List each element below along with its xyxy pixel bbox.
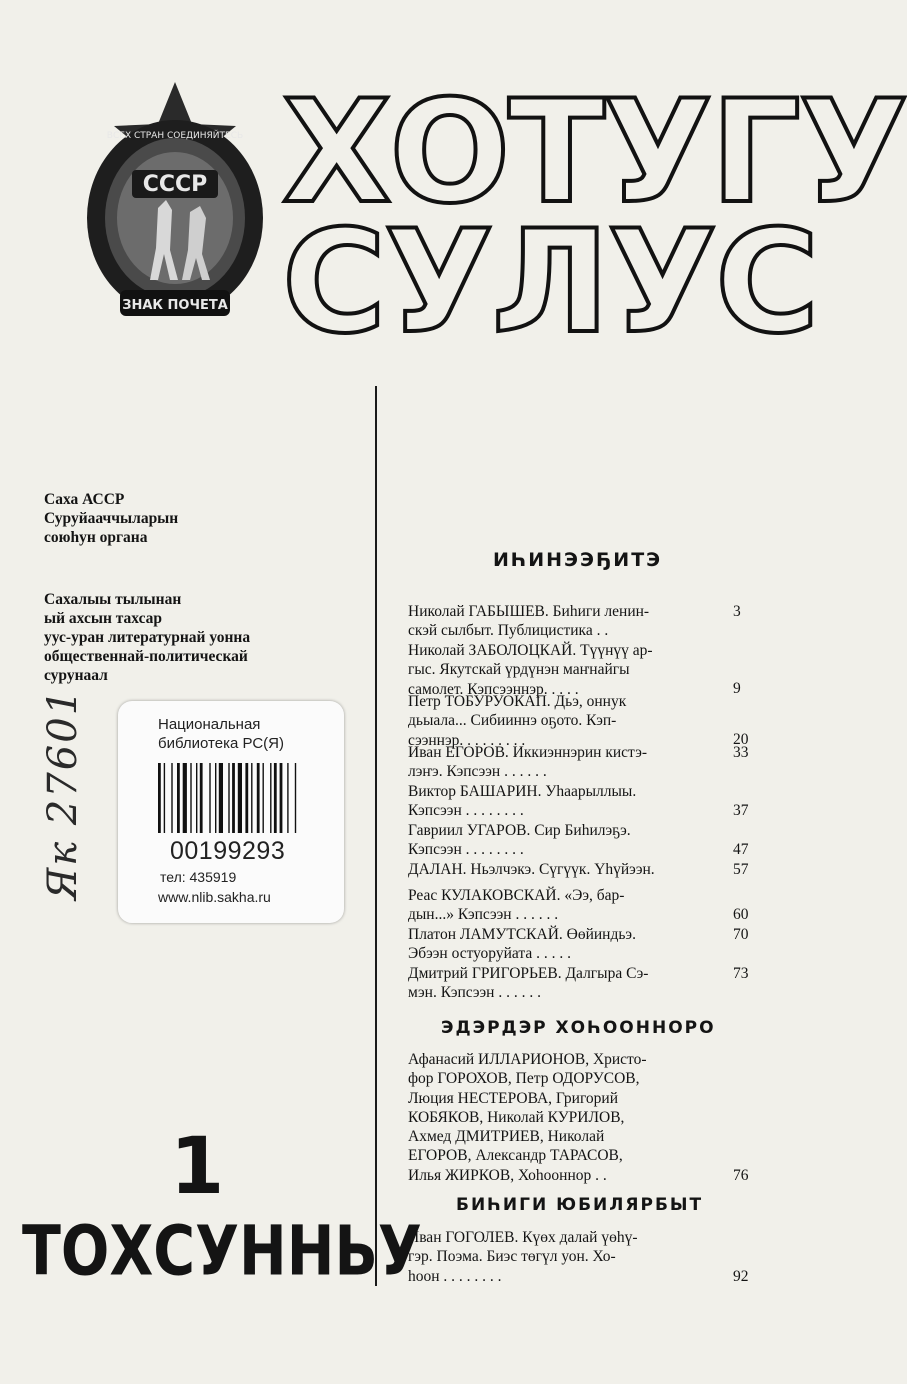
entry-line: Ахмед ДМИТРИЕВ, Николай xyxy=(408,1128,605,1146)
contents-entry xyxy=(408,964,726,1003)
entry-line: КОБЯКОВ, Николай КУРИЛОВ, xyxy=(408,1108,625,1126)
page-number: 3 xyxy=(733,603,741,620)
contents-entry xyxy=(408,692,726,750)
handwritten-shelf-mark: Як 27601 xyxy=(40,687,86,900)
contents-entry xyxy=(408,602,726,641)
contents-entry xyxy=(408,821,726,860)
publisher-line: Саха АССР xyxy=(44,491,125,508)
contents-entry xyxy=(408,925,726,964)
entry-line: фор ГОРОХОВ, Петр ОДОРУСОВ, xyxy=(408,1070,640,1088)
emblem-center-text: СССР xyxy=(142,172,208,197)
description-line: ый ахсын тахсар xyxy=(44,610,163,627)
entry-line: Кэпсээн . . . . . . . . xyxy=(408,802,524,820)
entry-line: Люция НЕСТЕРОВА, Григорий xyxy=(408,1089,619,1107)
page-number: 57 xyxy=(733,861,749,878)
barcode-number: 00199293 xyxy=(170,837,286,865)
entry-line: һоон . . . . . . . . xyxy=(408,1267,502,1285)
order-badge-of-honour-emblem xyxy=(80,78,270,328)
entry-line: Платон ЛАМУТСКАЙ. Өөйиндьэ. xyxy=(408,926,636,943)
issue-month: ТОХСУННЬУ xyxy=(22,1212,422,1292)
page-number: 37 xyxy=(733,802,749,819)
page-number: 33 xyxy=(733,744,749,761)
page-number: 47 xyxy=(733,841,749,858)
page-number: 60 xyxy=(733,906,749,923)
description-line: сурунаал xyxy=(44,667,108,684)
page-number: 20 xyxy=(733,731,749,748)
page-number: 73 xyxy=(733,965,749,982)
entry-line: Кэпсээн . . . . . . . . xyxy=(408,841,524,859)
entry-line: Афанасий ИЛЛАРИОНОВ, Христо- xyxy=(408,1051,647,1068)
entry-line: ДАЛАН. Ньэлчэкэ. Сүгүүк. Үһүйээн. xyxy=(408,861,655,878)
description-line: общественнай-политическай xyxy=(44,648,248,665)
journal-description xyxy=(44,590,250,685)
contents-heading: ИҺИНЭЭҔИТЭ xyxy=(493,549,663,571)
emblem-bottom-text: ЗНАК ПОЧЕТА xyxy=(122,298,228,313)
entry-line: Илья ЖИРКОВ, Хоһооннор . . xyxy=(408,1166,607,1184)
entry-line: дын...» Кэпсээн . . . . . . xyxy=(408,906,559,924)
page-number: 70 xyxy=(733,926,749,943)
entry-line: самолет. Кэпсээннэр. . . . . xyxy=(408,680,579,698)
entry-line: мэн. Кэпсээн . . . . . . xyxy=(408,984,541,1002)
section-heading-young-poets: ЭДЭРДЭР ХОҺООННОРО xyxy=(441,1018,716,1038)
masthead-line-1: ХОТУГУ xyxy=(282,70,907,235)
library-name-line: библиотека РС(Я) xyxy=(158,735,284,752)
contents-entry xyxy=(408,782,726,821)
entry-line: сээннэр. . . . . . . . . xyxy=(408,731,526,749)
entry-line: ЕГОРОВ, Александр ТАРАСОВ, xyxy=(408,1147,623,1165)
entry-line: Реас КУЛАКОВСКАЙ. «Ээ, бар- xyxy=(408,887,625,904)
entry-line: Виктор БАШАРИН. Уһаарыллыы. xyxy=(408,783,637,800)
entry-line: гэр. Поэма. Биэс төгүл уон. Хо- xyxy=(408,1248,616,1266)
entry-line: дьыала... Сибииннэ оҕото. Кэп- xyxy=(408,712,617,730)
library-name xyxy=(158,715,284,753)
jubilee-entry xyxy=(408,1228,726,1286)
entry-line: скэй сылбыт. Публицистика . . xyxy=(408,622,609,640)
description-line: Сахалыы тылынан xyxy=(44,591,182,608)
entry-line: Гавриил УГАРОВ. Сир Биһилэҕэ. xyxy=(408,822,631,839)
entry-line: Петр ТОБУРУОКАП. Дьэ, оннук xyxy=(408,693,627,710)
emblem-top-text: ВСЕХ СТРАН СОЕДИНЯЙТЕСЬ xyxy=(106,131,244,141)
barcode xyxy=(156,763,326,835)
page-number: 9 xyxy=(733,680,741,697)
entry-line: Эбээн остуоруйата . . . . . xyxy=(408,945,571,963)
section-heading-jubilee: БИҺИГИ ЮБИЛЯРБЫТ xyxy=(456,1195,704,1215)
entry-line: Дмитрий ГРИГОРЬЕВ. Далгыра Сэ- xyxy=(408,965,649,982)
description-line: уус-уран литературнай уонна xyxy=(44,629,251,646)
library-name-line: Национальная xyxy=(158,716,261,733)
contents-entry xyxy=(408,860,726,879)
entry-line: Николай ЗАБОЛОЦКАЙ. Түүнүү ар- xyxy=(408,642,653,659)
entry-line: Иван ГОГОЛЕВ. Күөх далай үөһү- xyxy=(408,1229,638,1246)
entry-line: Николай ГАБЫШЕВ. Биһиги ленин- xyxy=(408,603,650,620)
library-phone: тел: 435919 xyxy=(160,869,237,885)
publisher-line: Суруйааччыларын xyxy=(44,510,179,527)
publisher-line: союһун органа xyxy=(44,529,148,546)
library-sticker xyxy=(118,701,344,923)
publisher-info xyxy=(44,490,178,547)
column-divider xyxy=(375,386,377,1286)
entry-line: лэҥэ. Кэпсээн . . . . . . xyxy=(408,763,547,781)
page-number: 76 xyxy=(733,1167,749,1184)
entry-line: гыс. Якутскай үрдүнэн маҥнайгы xyxy=(408,661,630,679)
masthead-line-2: СУЛУС xyxy=(282,200,818,365)
library-website: www.nlib.sakha.ru xyxy=(158,889,271,905)
contents-entry xyxy=(408,641,726,699)
contents-entry xyxy=(408,743,726,782)
entry-line: Иван ЕГОРОВ. Иккиэннэрин кистэ- xyxy=(408,744,648,761)
contents-entry xyxy=(408,886,726,925)
young-poets-entry xyxy=(408,1050,726,1185)
issue-number: 1 xyxy=(170,1122,225,1212)
page-number: 92 xyxy=(733,1268,749,1285)
